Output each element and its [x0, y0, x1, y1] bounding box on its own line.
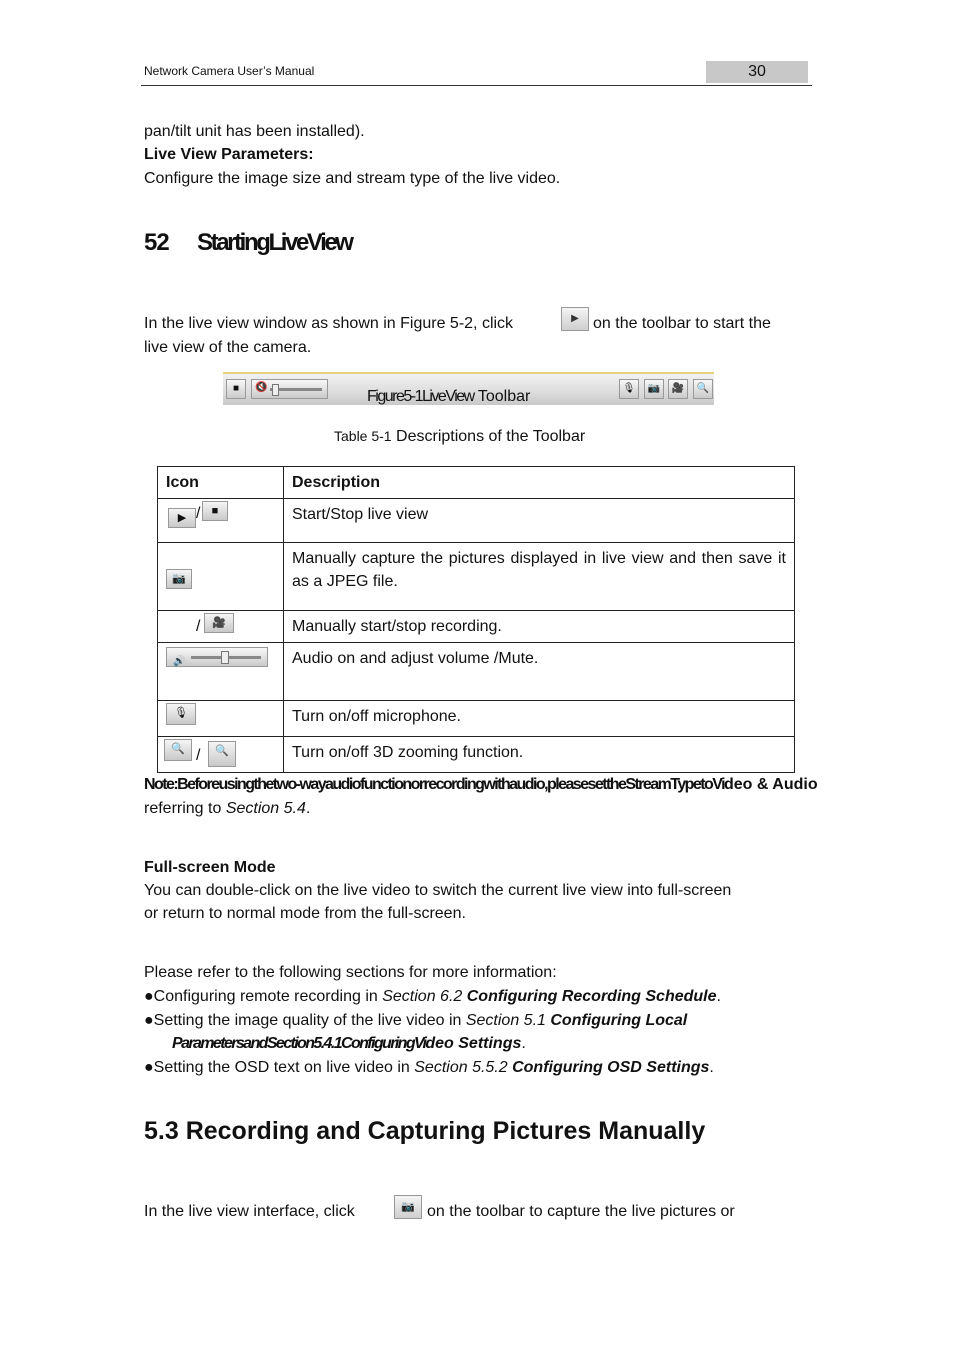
- intro-line: pan/tilt unit has been installed).: [144, 123, 365, 140]
- note-line-2: [144, 797, 310, 820]
- camera-icon: 📷: [166, 569, 192, 589]
- figure-caption: [367, 388, 530, 406]
- bullet-3-text: ●Setting the OSD text on live video in: [144, 1059, 415, 1076]
- toolbar-description-table: [157, 466, 795, 773]
- table-cell-description: Audio on and adjust volume /Mute.: [284, 643, 795, 701]
- table-cell-icon: [158, 737, 284, 773]
- table-header-description: Description: [284, 467, 795, 499]
- table-cell-icon: [158, 643, 284, 701]
- bullet-2-section: Section 5.1: [465, 1012, 551, 1029]
- table-caption: [334, 428, 585, 446]
- table-header-row: [158, 467, 795, 499]
- live-view-params-text: Configure the image size and stream type of the live video.: [144, 170, 561, 187]
- table-caption-text: Descriptions of the Toolbar: [391, 428, 586, 445]
- section-52-para-end: live view of the camera.: [144, 339, 312, 356]
- section-53-para-end: on the toolbar to capture the live pictures or: [427, 1203, 735, 1220]
- bullet-3-title: Configuring OSD Settings: [512, 1059, 710, 1076]
- section-53-para-start: In the live view interface, click: [144, 1203, 355, 1220]
- table-cell-icon: [158, 701, 284, 737]
- zoom-off-icon: 🔍: [208, 741, 236, 767]
- note-ref-period: .: [305, 800, 311, 817]
- page-number: 30: [706, 61, 808, 83]
- bullet-1-period: .: [716, 988, 721, 1005]
- bullet-1-section: Section 6.2: [382, 988, 467, 1005]
- table-row: [158, 611, 795, 643]
- bullet-3-period: .: [709, 1059, 714, 1076]
- table-row: [158, 643, 795, 701]
- table-row: [158, 737, 795, 773]
- slash: /: [196, 747, 201, 764]
- fullscreen-line-2: or return to normal mode from the full-screen.: [144, 905, 466, 922]
- microphone-icon[interactable]: 🎙: [619, 379, 639, 399]
- refs-bullet-2-cont: [172, 1032, 526, 1055]
- note-ref-prefix: referring to: [144, 800, 226, 817]
- note-line: [144, 775, 818, 795]
- bullet-1-title: Configuring Recording Schedule: [466, 988, 717, 1005]
- volume-slider-icon: 🔊: [166, 647, 268, 667]
- bullet-2-period: .: [521, 1035, 526, 1052]
- section-52-para-start: In the live view window as shown in Figure 5-2, click: [144, 315, 514, 332]
- table-cell-icon: [158, 543, 284, 611]
- note-text-tail: deo & Audio: [723, 776, 818, 793]
- table-cell-description: Start/Stop live view: [284, 499, 795, 543]
- table-cell-description: Turn on/off 3D zooming function.: [284, 737, 795, 773]
- header-rule: [141, 85, 812, 86]
- bullet-1-text: ●Configuring remote recording in: [144, 988, 383, 1005]
- live-view-params-heading: Live View Parameters:: [144, 146, 314, 163]
- section-53-title: 5.3 Recording and Capturing Pictures Manually: [144, 1117, 706, 1145]
- microphone-icon: 🎙: [166, 703, 196, 725]
- running-header-title: Network Camera User’s Manual: [144, 64, 315, 78]
- table-cell-icon: [158, 499, 284, 543]
- figure-caption-tail: Toolbar: [473, 388, 531, 405]
- stop-icon: ■: [202, 501, 228, 521]
- slash: /: [196, 618, 201, 635]
- refs-bullet-1: [144, 985, 721, 1008]
- figure-caption-label: Figure5-1LiveView: [367, 388, 474, 405]
- zoom-in-icon: 🔍: [164, 739, 192, 761]
- refs-intro: Please refer to the following sections for more information:: [144, 964, 557, 981]
- table-cell-description: Manually start/stop recording.: [284, 611, 795, 643]
- table-row: [158, 499, 795, 543]
- table-caption-number: Table 5-1: [334, 428, 392, 444]
- record-icon: 🎥: [204, 613, 234, 633]
- slash: /: [196, 505, 201, 522]
- fullscreen-line-1: You can double-click on the live video to switch the current live view into full-screen: [144, 882, 732, 899]
- section-52-para-mid: on the toolbar to start the: [593, 315, 771, 332]
- volume-slider-icon[interactable]: 🔇: [251, 379, 328, 399]
- refs-bullet-2: [144, 1009, 687, 1032]
- bullet-2-squeezed: ParametersandSection5.4.1ConfiguringVi: [172, 1035, 426, 1052]
- play-icon: ▶: [168, 508, 196, 528]
- note-ref-section: Section 5.4: [225, 800, 306, 817]
- zoom-in-icon[interactable]: 🔍: [693, 379, 713, 399]
- table-row: [158, 701, 795, 737]
- table-row: [158, 543, 795, 611]
- stop-icon[interactable]: ■: [226, 379, 246, 399]
- section-52-number: 52: [144, 229, 169, 256]
- fullscreen-heading: Full-screen Mode: [144, 859, 276, 876]
- camera-icon[interactable]: 📷: [394, 1195, 422, 1219]
- bullet-2-title-tail: deo Settings: [425, 1035, 522, 1052]
- table-cell-icon: [158, 611, 284, 643]
- table-header-icon: Icon: [158, 467, 284, 499]
- camera-icon[interactable]: 📷: [644, 379, 664, 399]
- table-cell-description: Turn on/off microphone.: [284, 701, 795, 737]
- play-icon[interactable]: ▶: [561, 307, 589, 331]
- note-text: Note:Beforeusingthetwo-wayaudiofunctionorrecordingwithaudio,pleasesettheStreamTypetoVi: [144, 776, 724, 793]
- table-cell-description: Manually capture the pictures displayed in live view and then save it as a JPEG file.: [284, 543, 795, 611]
- record-icon[interactable]: 🎥: [668, 379, 688, 399]
- bullet-2-text: ●Setting the image quality of the live video in: [144, 1012, 466, 1029]
- section-52-title: StartingLiveView: [197, 229, 352, 256]
- bullet-3-section: Section 5.5.2: [414, 1059, 513, 1076]
- bullet-2-title: Configuring Local: [550, 1012, 688, 1029]
- refs-bullet-3: [144, 1056, 714, 1079]
